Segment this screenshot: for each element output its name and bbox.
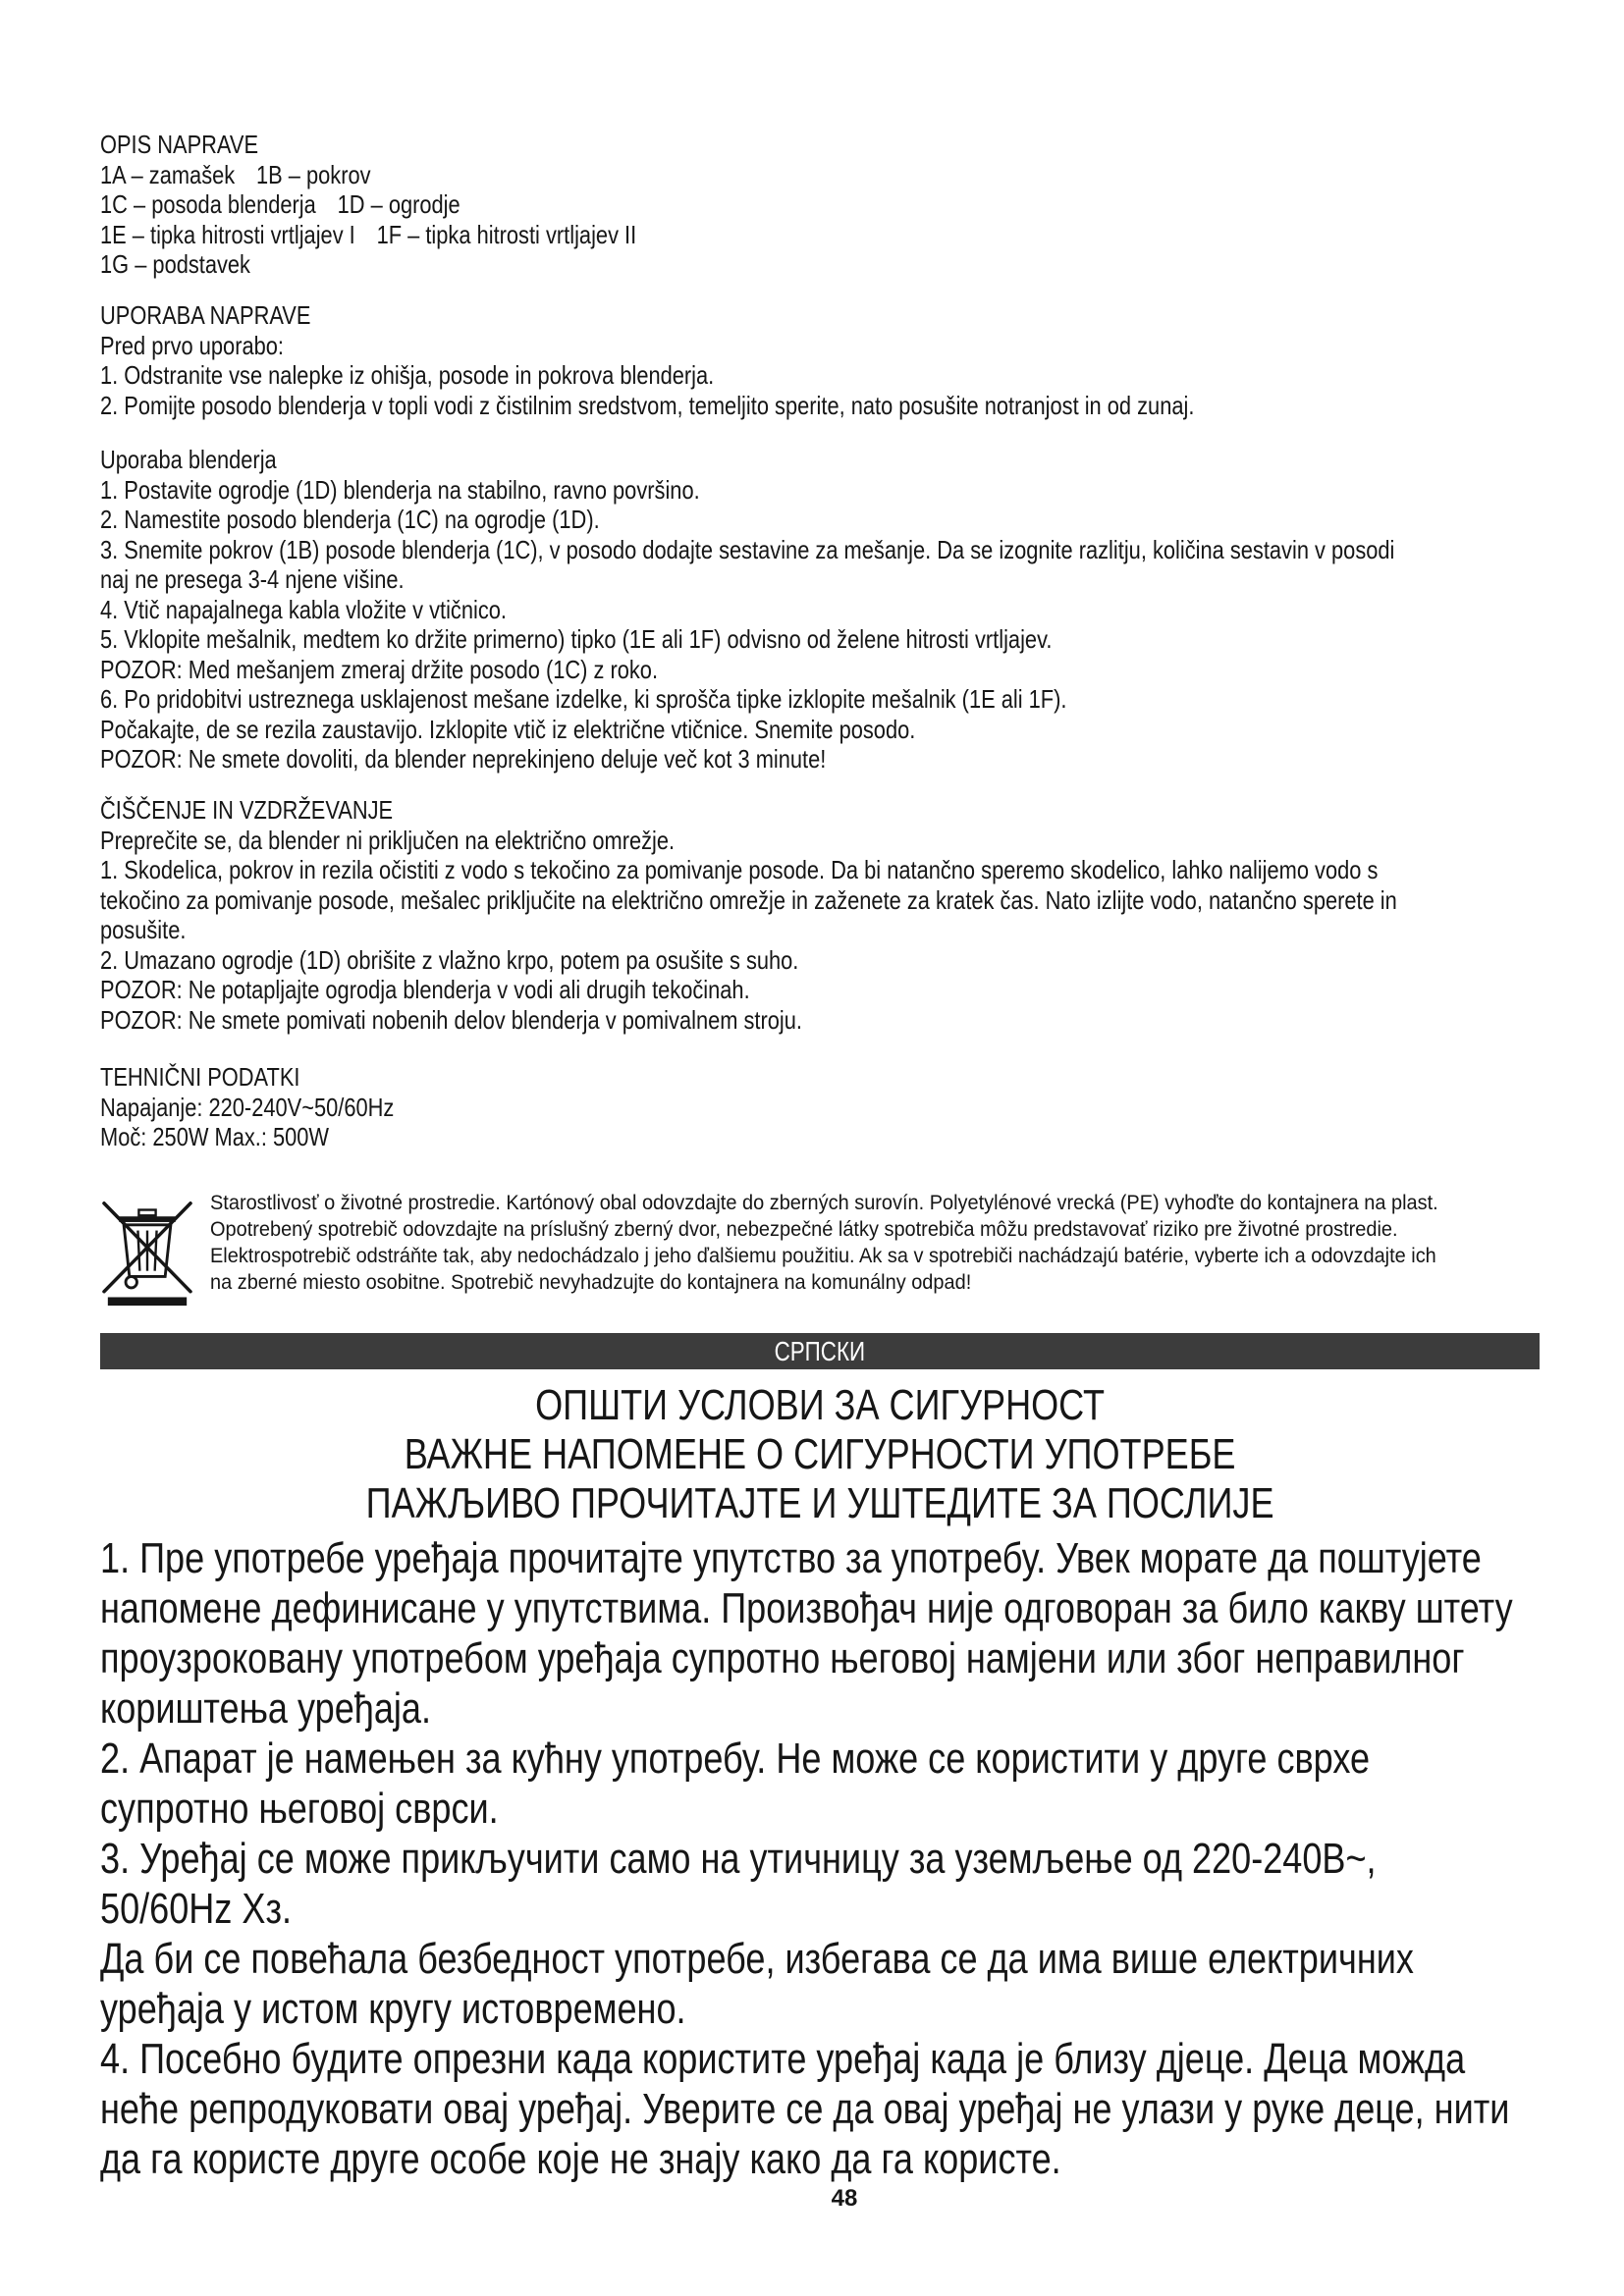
text-line: posušite. (100, 915, 187, 944)
warning-line: POZOR: Med mešanjem zmeraj držite posodo (1C) z roko. (100, 654, 659, 684)
section-heading: OPIS NAPRAVE (100, 130, 259, 159)
parts-row (100, 189, 1573, 220)
text-line: 2. Namestite posodo blenderja (1C) na ogrodje (1D). (100, 505, 600, 534)
text-line: 3. Уређај се може прикључити само на утичницу за уземљење од 220-240В~, (100, 1835, 1377, 1883)
text-line: 4. Vtič napajalnega kabla vložite v vtičnico. (100, 594, 507, 624)
section-device-use (100, 300, 1573, 420)
recycling-notice (210, 1190, 1563, 1296)
safety-titles (100, 1381, 1540, 1528)
language-label: СРПСКИ (774, 1336, 866, 1366)
text-line: 6. Po pridobitvi ustreznega usklajenost mešane izdelke, ki sprošča tipke izklopite mešalnik (1E ali 1F). (100, 684, 1067, 714)
text-line: 3. Snemite pokrov (1B) posode blenderja (1C), v posodo dodajte sestavine za mešanje. Da se izognite razlitju, količina sestavin v posodi (100, 534, 1395, 564)
text-line: 2. Апарат је намењен за кућну употребу. Не може се користити у друге сврхе (100, 1735, 1371, 1783)
text-line: супротно његовој сврси. (100, 1785, 499, 1833)
text-line: na zberné miesto osobitne. Spotrebič nevyhadzujte do kontajnera na komunálny odpad! (210, 1271, 972, 1294)
part-label: 1G – podstavek (100, 249, 250, 279)
text-line: Preprečite se, da blender ni priključen na električno omrežje. (100, 825, 676, 855)
section-device-description (100, 130, 1573, 280)
text-line: Počakajte, de se rezila zaustavijo. Izklopite vtič iz električne vtičnice. Snemite posodo. (100, 714, 916, 744)
spec-power: Moč: 250W Max.: 500W (100, 1122, 330, 1151)
part-label: 1C – posoda blenderja (100, 189, 316, 219)
safety-instructions (100, 1533, 1573, 2184)
part-label: 1D – ogrodje (337, 189, 460, 219)
text-line: 4. Посебно будите опрезни када користите уређај када је близу дјеце. Деца можда (100, 2035, 1466, 2083)
text-line: 2. Umazano ogrodje (1D) obrišite z vlažno krpo, potem pa osušite s suho. (100, 944, 799, 975)
page-subtitle: ПАЖЉИВО ПРОЧИТАЈТЕ И УШТЕДИТЕ ЗА ПОСЛИЈЕ (365, 1479, 1274, 1527)
text-line: уређаја у истом кругу истовремено. (100, 1985, 686, 2033)
text-line: 1. Пре употребе уређаја прочитајте упутство за употребу. Увек морате да поштујете (100, 1534, 1482, 1582)
page-subtitle: ВАЖНЕ НАПОМЕНЕ О СИГУРНОСТИ УПОТРЕБЕ (404, 1430, 1236, 1478)
section-cleaning (100, 795, 1573, 1035)
text-line: да га користе друге особе које не знају како да га користе. (100, 2135, 1061, 2183)
text-line: Starostlivosť o životné prostredie. Kartónový obal odovzdajte do zberných surovín. Polyetylénové vrecká (PE) vyhoďte do kontajnera na plast. (210, 1192, 1438, 1214)
text-line: Pred prvo uporabo: (100, 330, 284, 360)
part-label: 1E – tipka hitrosti vrtljajev I (100, 219, 355, 249)
section-technical-data (100, 1062, 1573, 1152)
spec-power-supply: Napajanje: 220-240V~50/60Hz (100, 1092, 395, 1122)
warning-line: POZOR: Ne smete dovoliti, da blender neprekinjeno deluje več kot 3 minute! (100, 744, 827, 774)
part-label: 1B – pokrov (256, 159, 371, 189)
text-line: неће репродуковати овај уређај. Уверите се да овај уређај не улази у руке деце, нити (100, 2085, 1510, 2133)
text-line: Да би се повећала безбедност употребе, избегава се да има више електричних (100, 1935, 1414, 1983)
text-line: Opotrebený spotrebič odovzdajte na príslušný zberný dvor, nebezpečné látky spotrebiča môžu predstavovať riziko pre životné prostredie. (210, 1218, 1398, 1241)
text-line: 2. Pomijte posodo blenderja v topli vodi z čistilnim sredstvom, temeljito sperite, nato posušite notranjost in od zunaj. (100, 390, 1195, 420)
text-line: напомене дефинисане у упутствима. Произвођач није одговоран за било какву штету (100, 1584, 1513, 1632)
text-line: 1. Odstranite vse nalepke iz ohišja, posode in pokrova blenderja. (100, 360, 715, 390)
part-label: 1F – tipka hitrosti vrtljajev II (376, 219, 637, 249)
text-line: tekočino za pomivanje posode, mešalec priključite na električno omrežje in zaženete za kratek čas. Nato izlijte vodo, natančno sperete in (100, 884, 1397, 915)
text-line: 1. Postavite ogrodje (1D) blenderja na stabilno, ravno površino. (100, 474, 700, 505)
section-heading: ČIŠČENJE IN VZDRŽEVANJE (100, 795, 394, 825)
text-line: 50/60Hz Хз. (100, 1885, 293, 1933)
section-heading: UPORABA NAPRAVE (100, 300, 311, 330)
section-heading: Uporaba blenderja (100, 445, 277, 474)
parts-row (100, 220, 1573, 250)
text-line: кориштења уређаја. (100, 1684, 432, 1733)
text-line: Elektrospotrebič odstráňte tak, aby nedochádzalo j jeho ďalšiemu použitiu. Ak sa v spotrebiči nachádzajú batérie, vyberte ich a odovzdajte ich (210, 1245, 1436, 1267)
text-line: 1. Skodelica, pokrov in rezila očistiti z vodo s tekočino za pomivanje posode. Da bi natančno speremo skodelico, lahko nalijemo vodo s (100, 855, 1379, 884)
parts-row (100, 249, 1573, 280)
part-label: 1A – zamašek (100, 159, 236, 189)
page-number: 48 (831, 2185, 858, 2212)
crossed-out-wheelie-bin-icon (100, 1200, 194, 1308)
language-section-bar (100, 1333, 1540, 1369)
text-line: naj ne presega 3-4 njene višine. (100, 564, 405, 594)
page-title: ОПШТИ УСЛОВИ ЗА СИГУРНОСТ (535, 1381, 1106, 1429)
parts-row (100, 160, 1573, 190)
section-blender-use (100, 445, 1573, 774)
warning-line: POZOR: Ne smete pomivati nobenih delov blenderja v pomivalnem stroju. (100, 1004, 802, 1035)
text-line: 5. Vklopite mešalnik, medtem ko držite primerno) tipko (1E ali 1F) odvisno od želene hitrosti vrtljajev. (100, 624, 1053, 654)
warning-line: POZOR: Ne potapljajte ogrodja blenderja v vodi ali drugih tekočinah. (100, 975, 750, 1004)
text-line: проузроковану употребом уређаја супротно његовој намјени или због неправилног (100, 1634, 1465, 1682)
section-heading: TEHNIČNI PODATKI (100, 1062, 300, 1092)
